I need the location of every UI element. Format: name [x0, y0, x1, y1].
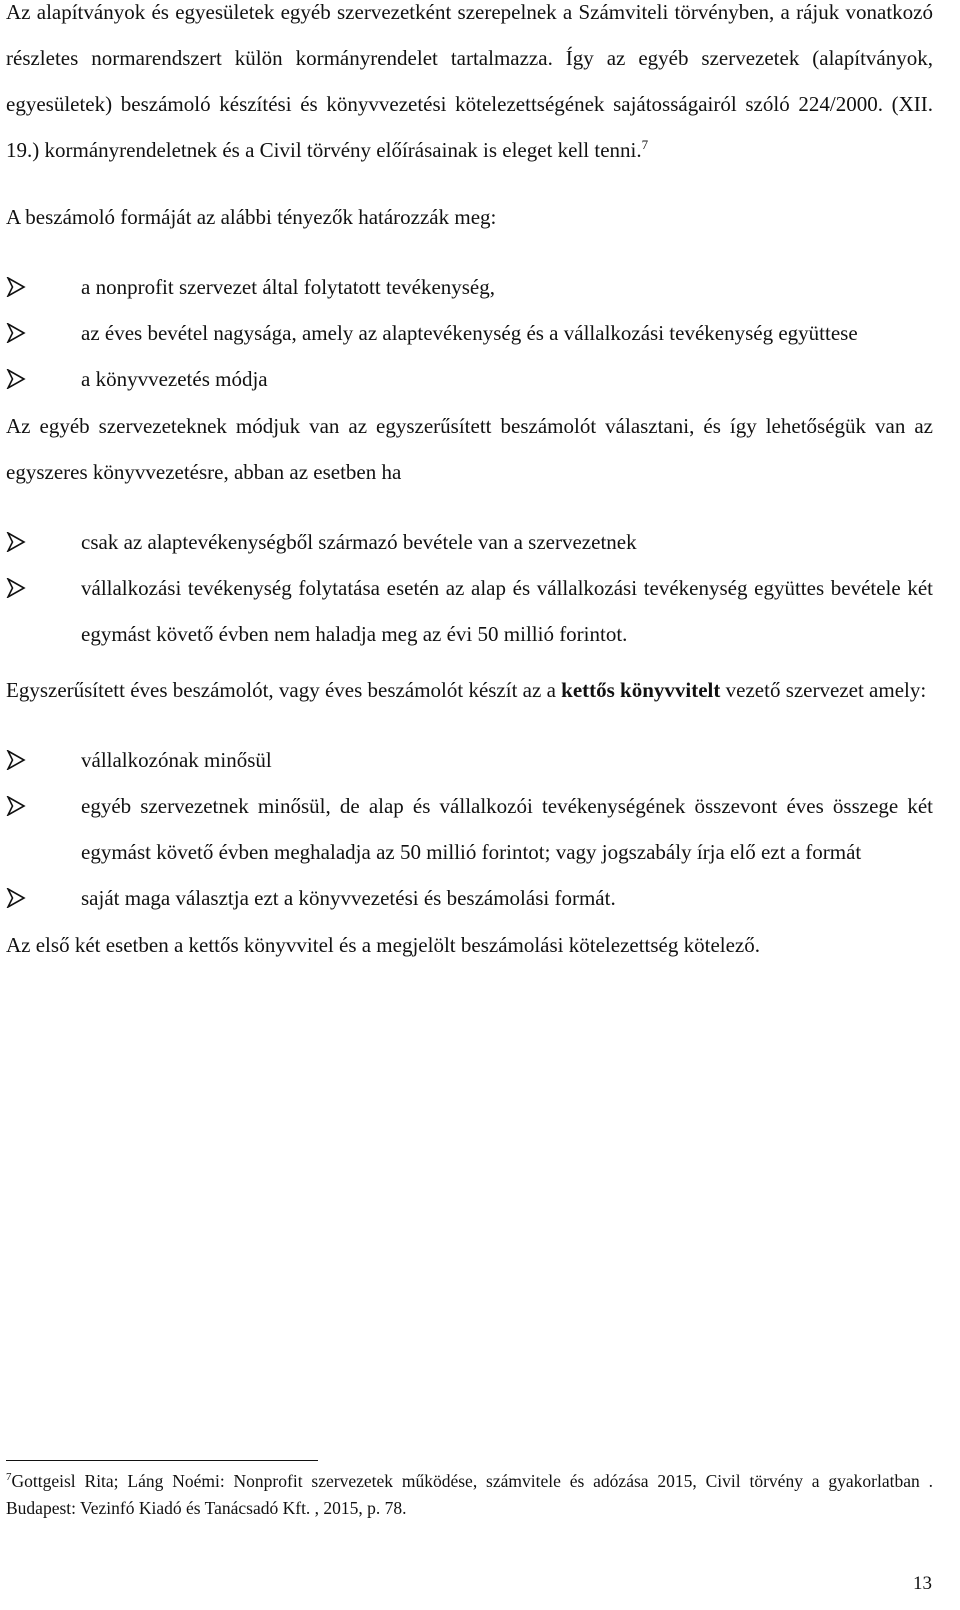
paragraph-double-entry-text-end: vezető szervezet amely:	[725, 678, 927, 702]
footnote-number: 7	[6, 1471, 12, 1484]
list-item	[6, 264, 933, 310]
arrowhead-bullet-icon	[6, 323, 26, 343]
list-item-text: vállalkozónak minősül	[81, 748, 272, 772]
list-item-text: a könyvvezetés módja	[81, 367, 268, 391]
arrowhead-bullet-icon	[6, 369, 26, 389]
arrowhead-bullet-icon	[6, 532, 26, 552]
footnote-text: Gottgeisl Rita; Láng Noémi: Nonprofit szervezetek működése, számvitele és adózása 2015, Civil törvény a gyakorlatban . Budapest: Vezinfó Kiadó és Tanácsadó Kft. , 2015, p. 78.	[6, 1471, 933, 1518]
footnote-divider	[6, 1460, 318, 1461]
paragraph-double-entry-text-start: Egyszerűsített éves beszámolót, vagy éves beszámolót készít az a	[6, 678, 556, 702]
arrowhead-bullet-icon	[6, 750, 26, 770]
paragraph-form-factors: A beszámoló formáját az alábbi tényezők határozzák meg:	[6, 205, 497, 229]
paragraph-simplified-option: Az egyéb szervezeteknek módjuk van az egyszerűsített beszámolót választani, és így lehetőségük van az egyszeres könyvvezetésre, abban az esetben ha	[6, 414, 933, 484]
list-item	[6, 310, 933, 356]
list-item-text: saját maga választja ezt a könyvvezetési és beszámolási formát.	[81, 886, 616, 910]
arrowhead-bullet-icon	[6, 277, 26, 297]
list-item	[6, 783, 933, 875]
document-page	[6, 0, 933, 968]
footnote	[6, 1468, 933, 1522]
list-form-factors	[6, 264, 933, 402]
footnote-reference[interactable]: 7	[641, 137, 649, 152]
list-item-text: vállalkozási tevékenység folytatása esetén az alap és vállalkozási tevékenység együttes bevétele két egymást követő évben nem haladja meg az évi 50 millió forintot.	[81, 576, 933, 646]
list-item-text: az éves bevétel nagysága, amely az alaptevékenység és a vállalkozási tevékenység együttese	[81, 321, 858, 345]
arrowhead-bullet-icon	[6, 796, 26, 816]
list-item	[6, 565, 933, 657]
list-item	[6, 875, 933, 921]
list-item-text: a nonprofit szervezet által folytatott tevékenység,	[81, 275, 496, 299]
paragraph-intro	[6, 0, 933, 173]
paragraph-double-entry	[6, 667, 933, 713]
emphasis-double-entry: kettős könyvvitelt	[561, 678, 721, 702]
paragraph-conclusion: Az első két esetben a kettős könyvvitel és a megjelölt beszámolási kötelezettség kötelező.	[6, 933, 761, 957]
page-number: 13	[913, 1573, 932, 1594]
list-item	[6, 737, 933, 783]
arrowhead-bullet-icon	[6, 888, 26, 908]
list-item-text: csak az alaptevékenységből származó bevétele van a szervezetnek	[81, 530, 637, 554]
paragraph-intro-text: Az alapítványok és egyesületek egyéb szervezetként szerepelnek a Számviteli törvényben, a rájuk vonatkozó részletes normarendszert külön kormányrendelet tartalmazza. Így az egyéb szervezetek (alapítványok, egyesületek) beszámoló készítési és könyvvezetési kötelezettségének sajátosságairól szóló 224/2000. (XII. 19.) kormányrendeletnek és a Civil törvény előírásainak is eleget kell tenni.	[6, 0, 933, 162]
list-double-entry-conditions	[6, 737, 933, 921]
list-simplified-conditions	[6, 519, 933, 657]
arrowhead-bullet-icon	[6, 578, 26, 598]
list-item	[6, 356, 933, 402]
list-item	[6, 519, 933, 565]
list-item-text: egyéb szervezetnek minősül, de alap és vállalkozói tevékenységének összevont éves összege két egymást követő évben meghaladja az 50 millió forintot; vagy jogszabály írja elő ezt a formát	[81, 794, 933, 864]
